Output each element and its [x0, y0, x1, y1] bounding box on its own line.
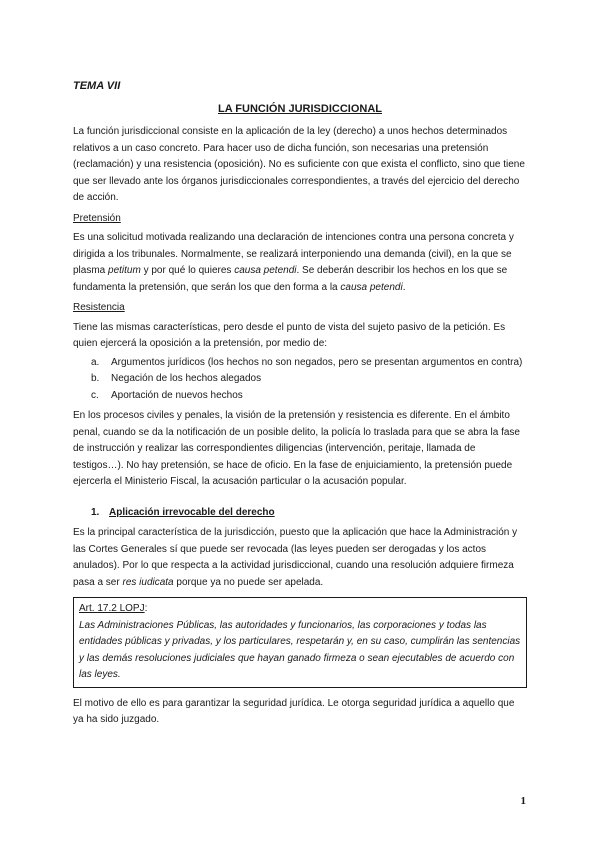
resistencia-list [73, 355, 527, 405]
page-title: LA FUNCIÓN JURISDICCIONAL [218, 102, 382, 115]
list-item-label: a. [91, 356, 100, 368]
closing-paragraph: El motivo de ello es para garantizar la seguridad jurídica. Le otorga seguridad jurídica a aquello que ya ha sido juzgado. [73, 697, 515, 725]
list-item-text: Argumentos jurídicos (los hechos no son negados, pero se presentan argumentos en contra) [111, 356, 523, 368]
section-heading [73, 505, 527, 522]
pretension-text-4: . [402, 281, 406, 293]
law-reference-label: Art. 17.2 LOPJ [79, 603, 145, 614]
pretension-paragraph [73, 230, 527, 296]
law-quote-box [73, 597, 527, 688]
list-item [91, 371, 527, 388]
law-quote-text: Las Administraciones Públicas, las autoridades y funcionarios, las corporaciones y todas las entidades públicas y privadas, y los particulares, respetarán y, en su caso, cumplirán las sentencias y las demás resoluciones judiciales que hayan ganado firmeza o sean ejecutables de acuerdo con las leyes. [79, 619, 521, 680]
procesos-paragraph: En los procesos civiles y penales, la visión de la pretensión y resistencia es diferente. En el ámbito penal, cuando se da la notificación de un posible delito, la policía lo traslada para que se abra la fase de instrucción y realizar las correspondientes diligencias (intervención, peritaje, llamada de testigos…). No hay pretensión, se hace de oficio. En la fase de enjuiciamiento, la pretensión puede ejercerla el Ministerio Fiscal, la acusación particular o la acusación popular. [73, 410, 520, 487]
pretension-term-petitum: petitum [108, 265, 141, 276]
section-title: Aplicación irrevocable del derecho [109, 506, 275, 518]
list-item-text: Aportación de nuevos hechos [111, 389, 243, 401]
section-number: 1. [91, 506, 100, 518]
pretension-text-2: y por qué lo quieres [140, 265, 235, 276]
section-text-2: porque ya no puede ser apelada. [173, 576, 324, 588]
list-item [91, 355, 527, 372]
list-item-label: c. [91, 389, 99, 401]
section-paragraph [73, 525, 527, 591]
pretension-text-3: . Se deberán describir los hechos en los que se fundamenta la pretensión, que serán los que den forma a la [73, 265, 508, 293]
section-text-1: Es la principal característica de la jurisdicción, puesto que la aplicación que hace la Administración y las Cortes Generales sí que puede ser revocada (las leyes pueden ser derogadas y los actos anulados). Por lo que respecta a la actividad jurisdiccional, cuando una resolución adquiere firmeza pasa a ser [73, 527, 518, 588]
resistencia-paragraph: Tiene las mismas características, pero desde el punto de vista del sujeto pasivo de la petición. Es quien ejercerá la oposición a la pretensión, por medio de: [73, 321, 506, 349]
list-item [91, 388, 527, 405]
page-number: 1 [520, 795, 526, 807]
list-item-text: Negación de los hechos alegados [111, 373, 262, 384]
pretension-term-causa-petendi-2: causa petendi [340, 281, 403, 293]
law-reference-colon: : [144, 603, 148, 614]
intro-paragraph: La función jurisdiccional consiste en la aplicación de la ley (derecho) a unos hechos determinados relativos a un caso concreto. Para hacer uso de dicha función, son necesarias una pretensión (reclamación) y una resistencia (oposición). No es suficiente con que exista el conflicto, sino que tiene que ser llevado ante los órganos jurisdiccionales correspondientes, a través del ejercicio del derecho de acción. [73, 126, 525, 203]
section-term-res-iudicata: res iudicata [122, 576, 174, 588]
pretension-text-1: Es una solicitud motivada realizando una declaración de intenciones contra una persona concreta y dirigida a los tribunales. Normalmente, se realizará interponiendo una demanda (civil), en la que se plasma [73, 232, 514, 276]
pretension-term-causa-petendi: causa petendi [234, 265, 297, 276]
pretension-heading: Pretensión [73, 212, 121, 224]
topic-label: TEMA VII [73, 80, 121, 92]
law-reference [79, 601, 521, 618]
resistencia-heading: Resistencia [73, 302, 125, 313]
list-item-label: b. [91, 373, 100, 384]
